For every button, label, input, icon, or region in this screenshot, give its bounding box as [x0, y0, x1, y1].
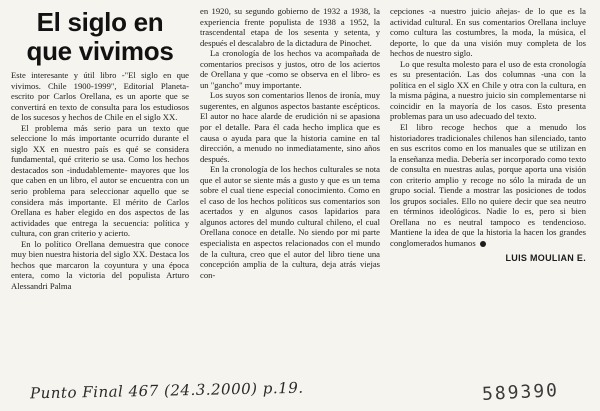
article-column-1 [11, 6, 189, 291]
paragraph: En la cronología de los hechos culturales se nota que el autor se siente más a gusto y que es un tema sobre el cual tiene especial conocimiento. Como en el caso de los hechos políticos sus comentarios son acertados y en algunos casos lapidarios para algunos actores del mundo cultural chileno, el cual Orellana conoce en detalle. No siendo por mi parte especialista en aspectos relacionados con el mundo de la cultura, creo que el autor del libro tiene una concepción amplia de la cultura, deja atrás viejas con- [200, 164, 380, 280]
paragraph: En lo político Orellana demuestra que conoce muy bien nuestra historia del siglo XX. Destaca los hechos que marcaron la coyuntura y una época entera, como la victoria del populista Arturo Alessandri Palma [11, 238, 189, 291]
headline-line-2: que vivimos [26, 36, 174, 66]
paragraph: Los suyos son comentarios llenos de ironía, muy sugerentes, en algunos aspectos bastante escépticos. El autor no hace alarde de erudición ni se apasiona por el detalle. Para él cada hecho implica que es causa o ayuda para que la historia camine en tal dirección, a menudo no inmediatamente, sino años después. [200, 90, 380, 164]
archive-number: 589390 [481, 379, 560, 406]
paragraph [390, 122, 586, 249]
paragraph: Lo que resulta molesto para el uso de esta cronología es su presentación. Las dos columnas -una con la política en el siglo XX en Chile y otra con la cultura, en la misma página, a nuestro juicio sin complementarse ni coincidir en la mayoría de los casos. Esto presenta problemas para un uso adecuado del texto. [390, 58, 586, 122]
paragraph: Este interesante y útil libro -"El siglo en que vivimos. Chile 1900-1999", Editorial Planeta- escrito por Carlos Orellana, es un aporte que se convertirá en texto de consulta para los estudiosos de los sucesos y hechos de Chile en el siglo XX. [11, 70, 189, 123]
article-headline [11, 8, 189, 66]
paragraph-text: El libro recoge hechos que a menudo los historiadores tradicionales chilenos han silenciado, tanto en sus escritos como en los manuales que se utilizan en la enseñanza media. Debería ser incorporado como texto de consulta en nuestras aulas, porque aporta una visión con criterio amplio y recoge no sólo la mirada de un grupo social. Tiende a mostrar las posiciones de todos los grupos sociales. Ello no quiere decir que sea neutro en términos ideológicos. Nadie lo es, pero si bien Orellana no es neutral tampoco es tendencioso. Mantiene la idea de que la historia la hacen los grandes conglomerados humanos [390, 122, 586, 249]
headline-line-1: El siglo en [36, 7, 164, 37]
paragraph: en 1920, su segundo gobierno de 1932 a 1938, la experiencia frente populista de 1938 a 1952, la trascendental etapa de los sesenta y setenta, y después el descalabro de la dictadura de Pinochet. [200, 6, 380, 48]
paragraph: cepciones -a nuestro juicio añejas- de lo que es la actividad cultural. En sus comentarios Orellana incluye como cultura las costumbres, la moda, la música, el deporte, lo que da una visión muy completa de los hechos de nuestro siglo. [390, 6, 586, 59]
paragraph: La cronología de los hechos va acompañada de comentarios precisos y justos, otro de los aciertos de Orellana y que -como se observa en el libro- es un "gancho" muy importante. [200, 48, 380, 90]
article-column-2 [200, 6, 380, 280]
paragraph: El problema más serio para un texto que seleccione lo más importante ocurrido durante el siglo XX en nuestro país es qué se considera fundamental, qué criterio se usa. Como los hechos destacados son -indudablemente- mayores que los que caben en un libro, el autor se encuentra con un serio problema para seleccionar aquello que se considera más importante. El mérito de Carlos Orellana es haber elegido en dos aspectos de las actividades que entrega la secuencia: política y cultura, con gran criterio y acierto. [11, 122, 189, 239]
handwritten-source-note: Punto Final 467 (24.3.2000) p.19. [29, 378, 304, 403]
end-mark-icon [480, 241, 486, 247]
article-column-3 [390, 6, 586, 263]
author-byline: LUIS MOULIAN E. [505, 252, 586, 263]
